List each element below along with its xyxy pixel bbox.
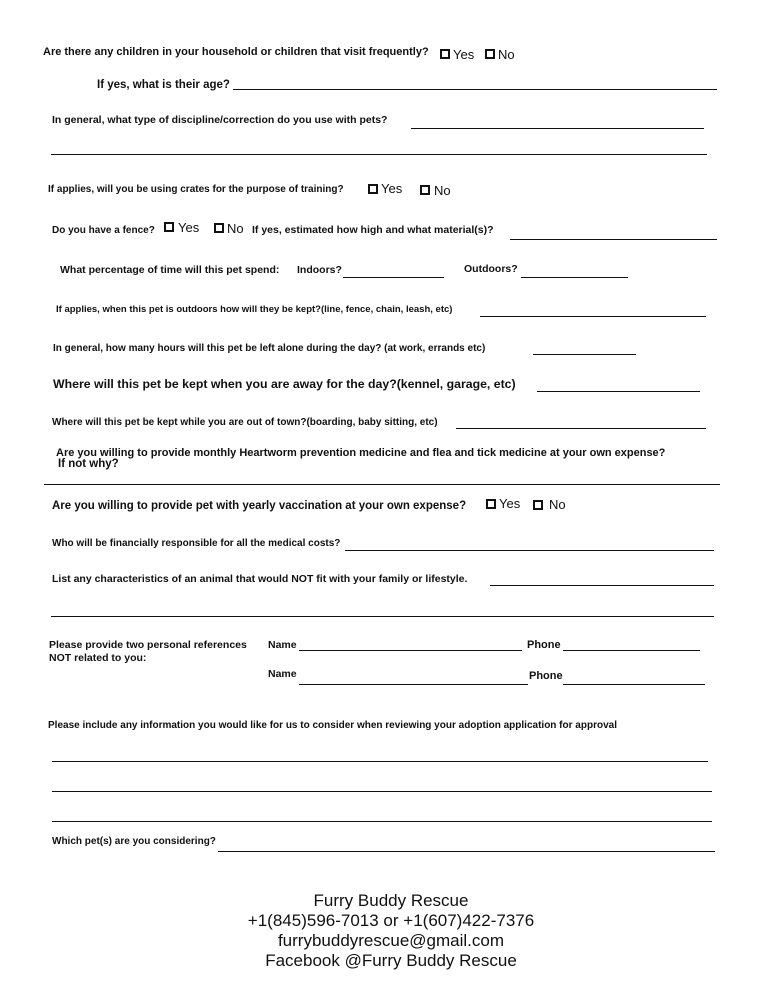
fence-question: Do you have a fence? — [52, 225, 155, 236]
reference-1-phone-label: Phone — [527, 639, 561, 651]
hours-alone-field[interactable] — [533, 354, 636, 355]
characteristics-question: List any characteristics of an animal that would NOT fit with your family or lifestyle. — [52, 573, 468, 585]
reference-2-name-label: Name — [268, 668, 297, 680]
out-of-town-field[interactable] — [456, 428, 706, 429]
footer-facebook: Facebook @Furry Buddy Rescue — [265, 951, 517, 970]
heartworm-followup-label: If not why? — [58, 458, 119, 470]
references-label-line1: Please provide two personal references — [49, 639, 247, 651]
crates-yes-label: Yes — [381, 181, 403, 196]
crates-no-label: No — [434, 183, 451, 198]
children-yes-label: Yes — [453, 47, 475, 62]
medical-costs-field[interactable] — [345, 550, 714, 551]
fence-no-label: No — [227, 221, 244, 236]
vaccination-yes-label: Yes — [499, 496, 521, 511]
footer-email: furrybuddyrescue@gmail.com — [277, 931, 505, 950]
characteristics-field-2[interactable] — [51, 616, 714, 617]
vaccination-question: Are you willing to provide pet with yearly vaccination at your own expense? — [52, 500, 467, 512]
crates-yes-checkbox[interactable] — [368, 184, 378, 194]
discipline-question: In general, what type of discipline/correction do you use with pets? — [52, 114, 388, 126]
additional-info-field-3[interactable] — [52, 821, 712, 822]
vaccination-no-label: No — [549, 497, 566, 512]
away-question: Where will this pet be kept when you are away for the day?(kennel, garage, etc) — [53, 377, 516, 391]
reference-2-phone-field[interactable] — [563, 684, 705, 685]
medical-costs-question: Who will be financially responsible for all the medical costs? — [52, 538, 341, 549]
away-field[interactable] — [537, 391, 700, 392]
discipline-field-2[interactable] — [51, 154, 707, 155]
references-label-line2: NOT related to you: — [49, 652, 147, 664]
children-no-label: No — [498, 47, 515, 62]
reference-2-phone-label: Phone — [529, 670, 563, 682]
fence-yes-label: Yes — [178, 220, 200, 235]
footer-phone-numbers: +1(845)596-7013 or +1(607)422-7376 — [247, 911, 535, 930]
children-age-field[interactable] — [233, 89, 717, 90]
indoors-label: Indoors? — [297, 264, 342, 276]
outdoors-kept-question: If applies, when this pet is outdoors how will they be kept?(line, fence, chain, leash, etc) — [56, 304, 453, 315]
indoors-field[interactable] — [343, 277, 444, 278]
children-no-checkbox[interactable] — [485, 49, 495, 59]
additional-info-field-1[interactable] — [52, 761, 708, 762]
additional-info-field-2[interactable] — [52, 791, 712, 792]
crates-question: If applies, will you be using crates for the purpose of training? — [48, 184, 344, 195]
children-yes-checkbox[interactable] — [440, 49, 450, 59]
crates-no-checkbox[interactable] — [420, 185, 430, 195]
time-percentage-question: What percentage of time will this pet spend: — [60, 264, 280, 276]
outdoors-field[interactable] — [521, 277, 628, 278]
children-question: Are there any children in your household or children that visit frequently? — [43, 46, 429, 58]
reference-1-phone-field[interactable] — [563, 650, 700, 651]
reference-2-name-field[interactable] — [299, 684, 528, 685]
heartworm-field[interactable] — [44, 484, 720, 485]
additional-info-question: Please include any information you would like for us to consider when reviewing your adoption application for approval — [48, 720, 617, 731]
hours-alone-question: In general, how many hours will this pet be left alone during the day? (at work, errands etc) — [53, 343, 486, 354]
fence-yes-checkbox[interactable] — [164, 222, 174, 232]
characteristics-field-1[interactable] — [490, 585, 714, 586]
reference-1-name-label: Name — [268, 639, 297, 651]
vaccination-no-checkbox[interactable] — [533, 500, 543, 510]
pets-considering-field[interactable] — [218, 851, 715, 852]
out-of-town-question: Where will this pet be kept while you are out of town?(boarding, baby sitting, etc) — [52, 417, 438, 428]
fence-followup-label: If yes, estimated how high and what material(s)? — [252, 224, 494, 236]
fence-material-field[interactable] — [510, 239, 717, 240]
outdoors-kept-field[interactable] — [480, 316, 706, 317]
discipline-field-1[interactable] — [411, 128, 704, 129]
outdoors-label: Outdoors? — [464, 263, 518, 275]
children-age-label: If yes, what is their age? — [97, 79, 230, 91]
vaccination-yes-checkbox[interactable] — [486, 499, 496, 509]
pets-considering-question: Which pet(s) are you considering? — [52, 836, 216, 847]
fence-no-checkbox[interactable] — [214, 223, 224, 233]
reference-1-name-field[interactable] — [299, 650, 522, 651]
heartworm-question: Are you willing to provide monthly Heartworm prevention medicine and flea and tick medicine at your own expense? — [56, 447, 666, 459]
footer-org-name: Furry Buddy Rescue — [313, 891, 469, 910]
